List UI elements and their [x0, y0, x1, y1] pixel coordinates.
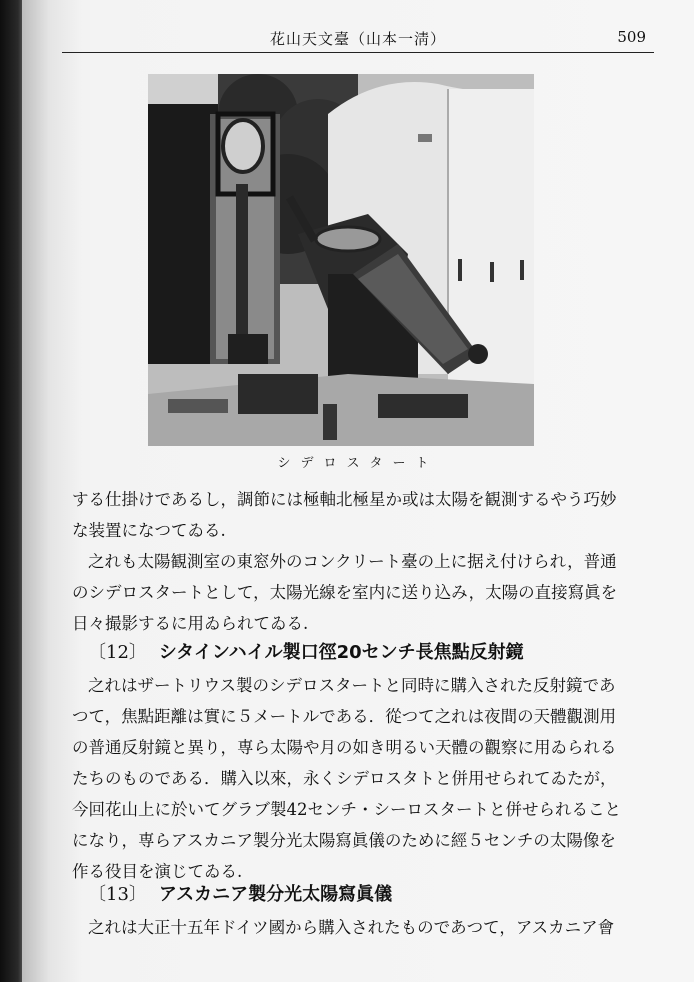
text-line: な装置になつてゐる. [72, 521, 226, 540]
siderostat-photo [148, 74, 534, 446]
text-line: たちのものである．購入以來，永くシデロスタトと併用せられてゐたが， [72, 769, 617, 788]
text-line: の普通反射鏡と異り，専ら太陽や月の如き明るい天體の觀察に用ゐられる [72, 738, 617, 757]
text-line: 今回花山上に於いてグラブ製42センチ・シーロスタートと併せられること [72, 800, 621, 819]
text-line: 作る役目を演じてゐる. [72, 862, 243, 881]
section-13-heading [88, 880, 392, 906]
section-title: アスカニア製分光太陽寫眞儀 [158, 884, 393, 905]
text-line: 之れも太陽観測室の東窓外のコンクリート臺の上に据え付けられ，普通 [88, 552, 617, 571]
paragraph-1 [72, 484, 636, 546]
text-line: つて，焦點距離は實に５メートルである．從つて之れは夜間の天體觀測用 [72, 707, 617, 726]
text-line: 之れは大正十五年ドイツ國から購入されたものであつて，アスカニア會 [88, 918, 615, 937]
section-number: 〔13〕 [88, 884, 147, 905]
page-number: 509 [617, 28, 646, 46]
figure-caption: シデロスタート [277, 456, 439, 471]
paragraph-3 [72, 670, 636, 887]
paragraph-4 [72, 912, 636, 943]
text-line: になり，専らアスカニア製分光太陽寫眞儀のために經５センチの太陽像を [72, 831, 616, 850]
text-line: 日々撮影するに用ゐられてゐる. [72, 614, 309, 633]
section-title: シタインハイル製口徑20センチ長焦點反射鏡 [158, 642, 524, 663]
book-page [22, 0, 694, 982]
text-line: 之れはザートリウス製のシデロスタートと同時に購入された反射鏡であ [88, 676, 616, 695]
page-header [62, 22, 654, 53]
paragraph-2 [72, 546, 636, 639]
text-line: のシデロスタートとして，太陽光線を室内に送り込み，太陽の直接寫眞を [72, 583, 618, 602]
text-line: する仕掛けであるし，調節には極軸北極星か或は太陽を観測するやう巧妙 [72, 490, 617, 509]
running-title: 花山天文臺（山本一淸） [269, 30, 446, 48]
section-12-heading [88, 638, 524, 664]
section-number: 〔12〕 [88, 642, 147, 663]
